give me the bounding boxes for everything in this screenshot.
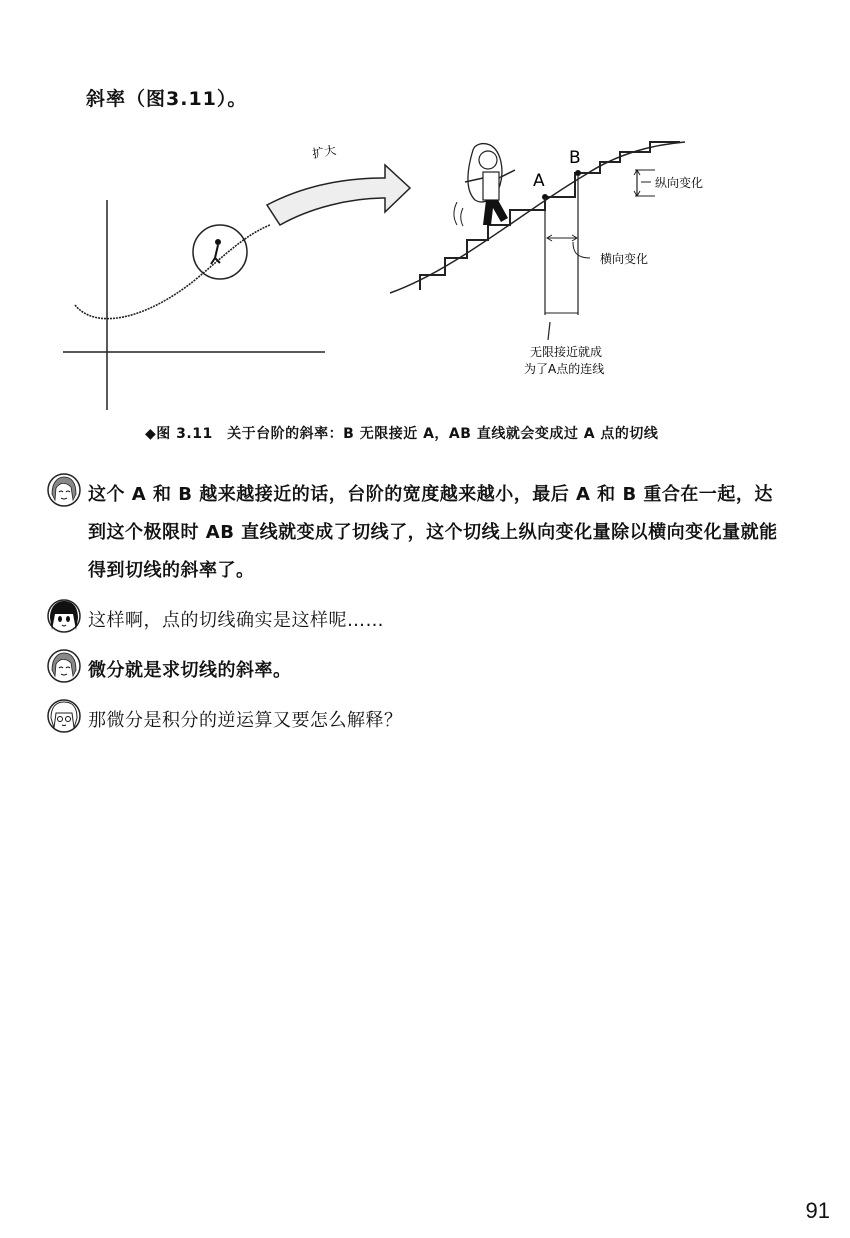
magnify-circle [193, 225, 247, 279]
page-number: 91 [805, 1198, 830, 1223]
intro-text: 斜率（图3.11）。 [86, 88, 248, 110]
label-b: B [569, 148, 581, 168]
dialog-text: 这样啊，点的切线确实是这样呢…… [88, 610, 384, 631]
long-hair-woman-avatar-icon [46, 648, 82, 684]
long-hair-woman-avatar-icon [46, 472, 82, 508]
dialog-text: 这个 A 和 B 越来越接近的话，台阶的宽度越来越小，最后 A 和 B 重合在一起，达到这个极限时 AB 直线就变成了切线了，这个切线上纵向变化量除以横向变化量就能得到切线的斜率了。 [88, 484, 778, 581]
horizontal-change-label: 横向变化 [600, 252, 649, 266]
dialog-3 [46, 648, 806, 688]
dark-hair-girl-avatar-icon [46, 598, 82, 634]
s-curve [75, 225, 270, 319]
dialog-2 [46, 598, 806, 638]
tiny-figure-icon [211, 239, 221, 264]
dialog-text: 微分就是求切线的斜率。 [88, 660, 292, 681]
right-curve [390, 142, 685, 293]
figure-3-11 [55, 130, 745, 415]
light-hair-girl-avatar-icon [46, 698, 82, 734]
figure-caption: ◆图 3.11 关于台阶的斜率：B 无限接近 A，AB 直线就会变成过 A 点的切线 [145, 426, 659, 442]
vertical-change-label: 纵向变化 [655, 176, 704, 190]
dialog-1 [46, 472, 806, 592]
arrow-label: 扩大 [311, 142, 338, 161]
label-a: A [533, 171, 545, 191]
note-line-2: 为了A点的连线 [524, 362, 605, 376]
note-line-1: 无限接近就成 [530, 345, 603, 359]
enlarge-arrow [267, 165, 410, 225]
stairs [420, 142, 680, 290]
dialog-text: 那微分是积分的逆运算又要怎么解释？ [88, 710, 403, 731]
dialog-4 [46, 698, 806, 738]
woman-on-stairs-icon [465, 144, 515, 225]
